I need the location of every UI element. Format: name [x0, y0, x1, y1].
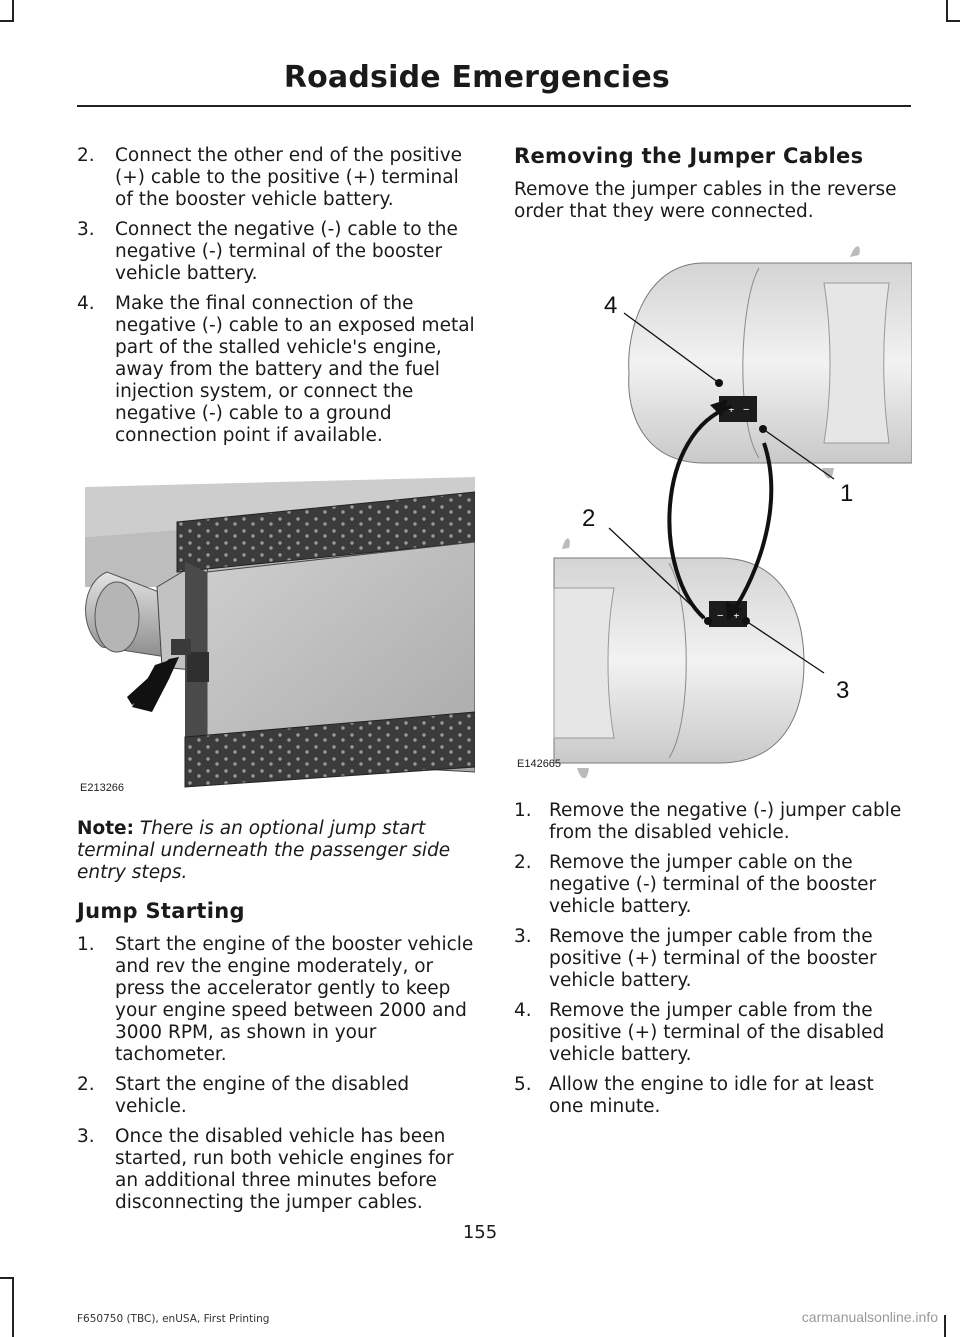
- jumper-cable-diagram: [514, 243, 912, 778]
- step-text: Connect the negative (-) cable to the negative (-) terminal of the booster vehicle battery.: [115, 219, 458, 284]
- note: [77, 818, 475, 884]
- step-number: 1.: [77, 934, 95, 955]
- list-item: [514, 800, 912, 844]
- svg-text:+: +: [733, 610, 740, 622]
- step-number: 3.: [514, 926, 532, 947]
- list-item: [514, 1074, 912, 1118]
- step-text: Remove the negative (-) jumper cable from the disabled vehicle.: [549, 800, 902, 843]
- step-text: Make the final connection of the negative (-) cable to an exposed metal part of the stalled vehicle's engine, away from the battery and the fuel injection system, or connect the negative (-) cable to a ground connection point if available.: [115, 293, 475, 446]
- list-item: [77, 1126, 475, 1214]
- page-number: 155: [462, 1222, 498, 1243]
- callout-3: 3: [836, 677, 850, 704]
- svg-text:−: −: [743, 404, 750, 416]
- step-number: 4.: [514, 1000, 532, 1021]
- section-heading-jump-starting: Jump Starting: [77, 899, 245, 923]
- step-text: Remove the jumper cable from the positive (+) terminal of the booster vehicle battery.: [549, 926, 877, 991]
- intro-paragraph: Remove the jumper cables in the reverse order that they were connected.: [514, 179, 897, 222]
- header-divider: [77, 105, 911, 107]
- list-item: [77, 219, 475, 285]
- step-text: Start the engine of the disabled vehicle.: [115, 1074, 410, 1117]
- list-item: [77, 145, 475, 211]
- crop-mark: [12, 0, 14, 22]
- crop-mark: [944, 1315, 946, 1337]
- edition-footer: F650750 (TBC), enUSA, First Printing: [77, 1313, 270, 1325]
- list-item: [514, 926, 912, 992]
- callout-1: 1: [840, 480, 854, 507]
- step-number: 2.: [77, 1074, 95, 1095]
- left-column: [77, 145, 475, 1222]
- crop-mark: [946, 0, 948, 22]
- step-text: Start the engine of the booster vehicle and rev the engine moderately, or press the accelerator gently to keep your engine speed between 2000 and 3000 RPM, as shown in your tachometer.: [115, 934, 474, 1065]
- jumper-cable-illustration: [514, 243, 912, 778]
- step-number: 4.: [77, 293, 95, 314]
- callout-4: 4: [604, 292, 618, 319]
- jump-starting-steps: [77, 934, 475, 1214]
- entry-steps-figure: [77, 467, 475, 802]
- page-title: Roadside Emergencies: [283, 60, 670, 95]
- note-text: There is an optional jump start terminal underneath the passenger side entry steps.: [77, 818, 451, 883]
- right-column: [514, 145, 912, 1126]
- step-text: Connect the other end of the positive (+) cable to the positive (+) terminal of the booster vehicle battery.: [115, 145, 463, 210]
- removal-steps: [514, 800, 912, 1118]
- section-heading-removing-cables: Removing the Jumper Cables: [514, 144, 864, 168]
- step-text: Remove the jumper cable on the negative (-) terminal of the booster vehicle battery.: [549, 852, 877, 917]
- list-item: [77, 1074, 475, 1118]
- step-number: 3.: [77, 1126, 95, 1147]
- crop-mark: [0, 1277, 14, 1279]
- callout-2: 2: [582, 505, 596, 532]
- list-item: [77, 293, 475, 447]
- disabled-vehicle: [629, 246, 912, 478]
- figure-id: E213266: [80, 782, 125, 794]
- crop-mark: [946, 20, 960, 22]
- step-number: 1.: [514, 800, 532, 821]
- figure-id: E142665: [517, 758, 562, 770]
- note-label: Note:: [77, 818, 134, 839]
- connection-steps: [77, 145, 475, 447]
- step-number: 5.: [514, 1074, 532, 1095]
- svg-text:−: −: [717, 610, 724, 622]
- list-item: [77, 934, 475, 1066]
- watermark: carmanualsonline.info: [801, 1309, 938, 1325]
- step-number: 2.: [77, 145, 95, 166]
- step-number: 3.: [77, 219, 95, 240]
- entry-steps-illustration: [77, 467, 475, 802]
- crop-mark: [12, 1277, 14, 1337]
- step-text: Once the disabled vehicle has been started, run both vehicle engines for an additional three minutes before disconnecting the jumper cables.: [115, 1126, 454, 1213]
- list-item: [514, 852, 912, 918]
- step-text: Remove the jumper cable from the positive (+) terminal of the disabled vehicle battery.: [549, 1000, 885, 1065]
- svg-text:+: +: [728, 404, 735, 416]
- step-number: 2.: [514, 852, 532, 873]
- step-text: Allow the engine to idle for at least one minute.: [549, 1074, 874, 1117]
- crop-mark: [0, 20, 14, 22]
- list-item: [514, 1000, 912, 1066]
